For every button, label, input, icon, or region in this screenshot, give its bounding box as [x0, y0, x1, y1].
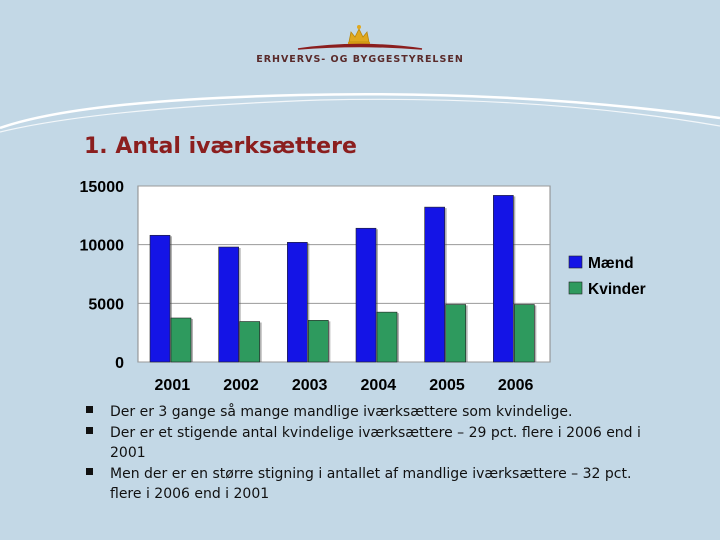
y-tick-label: 15000 [79, 179, 124, 196]
bullet-item [84, 423, 664, 464]
header-logo [0, 0, 720, 140]
y-tick-label: 5000 [88, 296, 124, 314]
bullet-icon [86, 468, 93, 475]
bar-kvinder [240, 322, 260, 362]
legend-swatch [569, 256, 582, 268]
bullet-icon [86, 427, 93, 434]
bar-maend [219, 247, 239, 362]
logo-swoosh [298, 45, 422, 50]
bullet-icon [86, 406, 93, 413]
bar-chart [0, 170, 720, 400]
bullet-text: Der er 3 gange så mange mandlige iværksættere som kvindelige. [110, 404, 573, 420]
bullet-list [84, 402, 664, 505]
bar-kvinder [514, 305, 534, 362]
crown-icon [348, 25, 370, 46]
x-tick-label: 2004 [360, 377, 397, 394]
bar-maend [287, 242, 307, 362]
x-tick-label: 2002 [223, 377, 259, 394]
legend-label: Mænd [588, 255, 634, 272]
y-tick-label: 0 [115, 355, 124, 372]
legend-swatch [569, 282, 582, 294]
bullet-text: Der er et stigende antal kvindelige iværksættere – 29 pct. flere i 2006 end i 2001 [110, 424, 641, 461]
bar-kvinder [171, 318, 191, 362]
bar-maend [150, 235, 170, 362]
x-tick-label: 2006 [497, 377, 534, 394]
bar-maend [493, 195, 513, 362]
bullet-item [84, 464, 664, 505]
plot-area [138, 186, 550, 362]
slide-title: 1. Antal iværksættere [84, 134, 357, 159]
bullet-item [84, 402, 664, 423]
legend-label: Kvinder [588, 281, 646, 298]
bar-kvinder [446, 305, 466, 362]
x-tick-label: 2003 [291, 377, 328, 394]
x-tick-label: 2001 [154, 377, 191, 394]
bullet-text: Men der er en større stigning i antallet af mandlige iværksættere – 32 pct. flere i 2006 end i 2001 [110, 465, 632, 502]
bar-maend [356, 228, 376, 362]
x-tick-label: 2005 [429, 377, 465, 394]
bar-kvinder [377, 312, 397, 362]
bar-kvinder [308, 320, 328, 362]
y-tick-label: 10000 [79, 237, 124, 255]
bar-maend [425, 207, 445, 362]
org-name: ERHVERVS- OG BYGGESTYRELSEN [256, 54, 464, 65]
